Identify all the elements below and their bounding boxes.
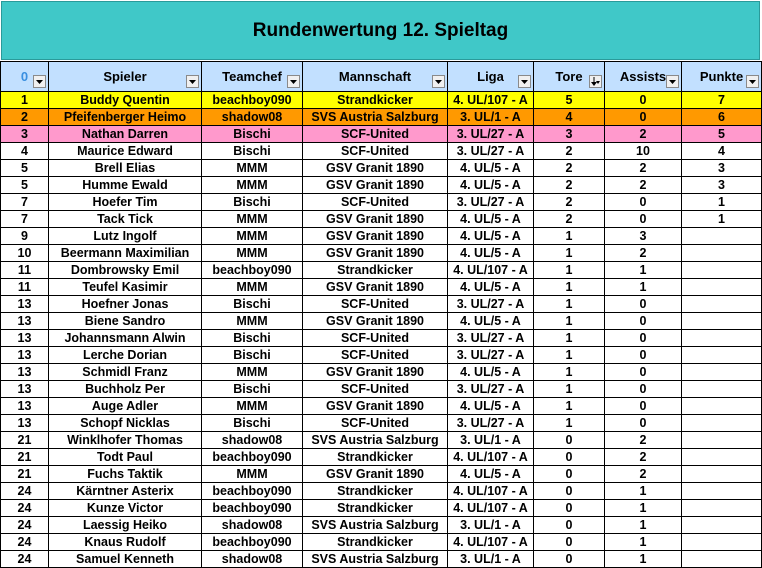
cell-league[interactable]: 3. UL/27 - A bbox=[448, 296, 534, 313]
cell-league[interactable]: 3. UL/27 - A bbox=[448, 381, 534, 398]
cell-team[interactable]: GSV Granit 1890 bbox=[303, 228, 448, 245]
cell-assists[interactable]: 0 bbox=[605, 415, 682, 432]
cell-goals[interactable]: 1 bbox=[534, 381, 605, 398]
cell-points[interactable]: 3 bbox=[682, 160, 762, 177]
cell-player[interactable]: Brell Elias bbox=[49, 160, 202, 177]
header-league bbox=[448, 62, 534, 92]
cell-teamchef[interactable]: Bischi bbox=[202, 347, 303, 364]
cell-league[interactable]: 3. UL/27 - A bbox=[448, 330, 534, 347]
cell-player[interactable]: Kärntner Asterix bbox=[49, 483, 202, 500]
cell-points[interactable] bbox=[682, 449, 762, 466]
header-player bbox=[49, 62, 202, 92]
cell-league[interactable]: 3. UL/1 - A bbox=[448, 517, 534, 534]
cell-teamchef[interactable]: shadow08 bbox=[202, 551, 303, 568]
cell-goals[interactable]: 1 bbox=[534, 415, 605, 432]
header-assists bbox=[605, 62, 682, 92]
cell-rank[interactable]: 10 bbox=[1, 245, 49, 262]
table-row bbox=[1, 483, 762, 500]
table-row bbox=[1, 517, 762, 534]
cell-points[interactable]: 1 bbox=[682, 194, 762, 211]
cell-points[interactable] bbox=[682, 228, 762, 245]
cell-goals[interactable]: 0 bbox=[534, 517, 605, 534]
cell-league[interactable]: 4. UL/107 - A bbox=[448, 534, 534, 551]
header-row bbox=[1, 62, 762, 92]
table-body bbox=[1, 92, 762, 568]
header-goals bbox=[534, 62, 605, 92]
table-row bbox=[1, 347, 762, 364]
cell-points[interactable]: 1 bbox=[682, 211, 762, 228]
cell-teamchef[interactable]: Bischi bbox=[202, 415, 303, 432]
cell-goals[interactable]: 0 bbox=[534, 449, 605, 466]
table-row bbox=[1, 279, 762, 296]
cell-rank[interactable]: 21 bbox=[1, 432, 49, 449]
cell-player[interactable]: Humme Ewald bbox=[49, 177, 202, 194]
cell-team[interactable]: SVS Austria Salzburg bbox=[303, 109, 448, 126]
cell-points[interactable] bbox=[682, 466, 762, 483]
cell-points[interactable] bbox=[682, 330, 762, 347]
cell-team[interactable]: GSV Granit 1890 bbox=[303, 177, 448, 194]
cell-league[interactable]: 3. UL/27 - A bbox=[448, 415, 534, 432]
table-row bbox=[1, 551, 762, 568]
cell-goals[interactable]: 0 bbox=[534, 466, 605, 483]
sort-descending-icon bbox=[591, 77, 600, 86]
dropdown-arrow-icon bbox=[290, 80, 297, 84]
cell-player[interactable]: Dombrowsky Emil bbox=[49, 262, 202, 279]
header-league-label: Liga bbox=[477, 69, 504, 84]
cell-assists[interactable]: 0 bbox=[605, 313, 682, 330]
dropdown-arrow-icon bbox=[669, 80, 676, 84]
cell-player[interactable]: Buddy Quentin bbox=[49, 92, 202, 109]
cell-player[interactable]: Knaus Rudolf bbox=[49, 534, 202, 551]
cell-points[interactable] bbox=[682, 534, 762, 551]
cell-assists[interactable]: 1 bbox=[605, 551, 682, 568]
cell-teamchef[interactable]: beachboy090 bbox=[202, 534, 303, 551]
standings-table bbox=[0, 61, 762, 568]
cell-goals[interactable]: 2 bbox=[534, 160, 605, 177]
cell-assists[interactable]: 2 bbox=[605, 245, 682, 262]
cell-assists[interactable]: 0 bbox=[605, 296, 682, 313]
table-row bbox=[1, 109, 762, 126]
table-row bbox=[1, 466, 762, 483]
cell-team[interactable]: Strandkicker bbox=[303, 449, 448, 466]
dropdown-arrow-icon bbox=[435, 80, 442, 84]
cell-teamchef[interactable]: MMM bbox=[202, 398, 303, 415]
cell-team[interactable]: SCF-United bbox=[303, 126, 448, 143]
cell-rank[interactable]: 13 bbox=[1, 364, 49, 381]
cell-rank[interactable]: 7 bbox=[1, 194, 49, 211]
table-row bbox=[1, 364, 762, 381]
cell-teamchef[interactable]: MMM bbox=[202, 245, 303, 262]
header-rank bbox=[1, 62, 49, 92]
table-row bbox=[1, 415, 762, 432]
cell-league[interactable]: 4. UL/5 - A bbox=[448, 228, 534, 245]
cell-team[interactable]: SCF-United bbox=[303, 143, 448, 160]
cell-points[interactable] bbox=[682, 381, 762, 398]
header-points bbox=[682, 62, 762, 92]
cell-goals[interactable]: 0 bbox=[534, 483, 605, 500]
cell-league[interactable]: 3. UL/27 - A bbox=[448, 143, 534, 160]
cell-team[interactable]: GSV Granit 1890 bbox=[303, 245, 448, 262]
cell-team[interactable]: SCF-United bbox=[303, 296, 448, 313]
cell-points[interactable]: 6 bbox=[682, 109, 762, 126]
cell-assists[interactable]: 1 bbox=[605, 262, 682, 279]
header-player-label: Spieler bbox=[103, 69, 147, 84]
cell-goals[interactable]: 0 bbox=[534, 432, 605, 449]
filter-dropdown-points[interactable] bbox=[746, 75, 759, 88]
cell-league[interactable]: 4. UL/107 - A bbox=[448, 92, 534, 109]
cell-league[interactable]: 4. UL/107 - A bbox=[448, 500, 534, 517]
cell-points[interactable] bbox=[682, 483, 762, 500]
dropdown-arrow-icon bbox=[749, 80, 756, 84]
cell-league[interactable]: 4. UL/5 - A bbox=[448, 466, 534, 483]
table-row bbox=[1, 381, 762, 398]
cell-team[interactable]: GSV Granit 1890 bbox=[303, 398, 448, 415]
table-row bbox=[1, 296, 762, 313]
cell-teamchef[interactable]: beachboy090 bbox=[202, 262, 303, 279]
cell-rank[interactable]: 13 bbox=[1, 347, 49, 364]
cell-assists[interactable]: 0 bbox=[605, 330, 682, 347]
cell-team[interactable]: SCF-United bbox=[303, 381, 448, 398]
cell-player[interactable]: Laessig Heiko bbox=[49, 517, 202, 534]
cell-team[interactable]: Strandkicker bbox=[303, 92, 448, 109]
cell-points[interactable] bbox=[682, 364, 762, 381]
cell-player[interactable]: Schmidl Franz bbox=[49, 364, 202, 381]
cell-teamchef[interactable]: Bischi bbox=[202, 143, 303, 160]
cell-team[interactable]: SVS Austria Salzburg bbox=[303, 551, 448, 568]
cell-rank[interactable]: 13 bbox=[1, 398, 49, 415]
cell-league[interactable]: 4. UL/107 - A bbox=[448, 449, 534, 466]
cell-teamchef[interactable]: MMM bbox=[202, 279, 303, 296]
cell-goals[interactable]: 0 bbox=[534, 534, 605, 551]
table-row bbox=[1, 92, 762, 109]
cell-rank[interactable]: 13 bbox=[1, 415, 49, 432]
cell-team[interactable]: SCF-United bbox=[303, 415, 448, 432]
cell-goals[interactable]: 2 bbox=[534, 194, 605, 211]
cell-goals[interactable]: 1 bbox=[534, 313, 605, 330]
cell-teamchef[interactable]: MMM bbox=[202, 211, 303, 228]
table-row bbox=[1, 177, 762, 194]
table-row bbox=[1, 398, 762, 415]
cell-points[interactable] bbox=[682, 262, 762, 279]
cell-rank[interactable]: 21 bbox=[1, 449, 49, 466]
title-banner bbox=[1, 1, 760, 60]
cell-assists[interactable]: 0 bbox=[605, 109, 682, 126]
cell-league[interactable]: 4. UL/5 - A bbox=[448, 245, 534, 262]
header-team bbox=[303, 62, 448, 92]
cell-goals[interactable]: 3 bbox=[534, 126, 605, 143]
cell-points[interactable] bbox=[682, 517, 762, 534]
cell-assists[interactable]: 2 bbox=[605, 432, 682, 449]
cell-teamchef[interactable]: MMM bbox=[202, 177, 303, 194]
cell-teamchef[interactable]: MMM bbox=[202, 313, 303, 330]
cell-player[interactable]: Winklhofer Thomas bbox=[49, 432, 202, 449]
cell-points[interactable] bbox=[682, 551, 762, 568]
cell-league[interactable]: 3. UL/27 - A bbox=[448, 347, 534, 364]
cell-rank[interactable]: 2 bbox=[1, 109, 49, 126]
cell-player[interactable]: Biene Sandro bbox=[49, 313, 202, 330]
cell-teamchef[interactable]: MMM bbox=[202, 160, 303, 177]
cell-player[interactable]: Buchholz Per bbox=[49, 381, 202, 398]
cell-points[interactable] bbox=[682, 500, 762, 517]
cell-points[interactable] bbox=[682, 296, 762, 313]
sort-dropdown-goals[interactable] bbox=[589, 75, 602, 88]
cell-league[interactable]: 4. UL/5 - A bbox=[448, 160, 534, 177]
cell-goals[interactable]: 1 bbox=[534, 245, 605, 262]
cell-teamchef[interactable]: Bischi bbox=[202, 330, 303, 347]
filter-dropdown-rank[interactable] bbox=[33, 75, 46, 88]
cell-goals[interactable]: 1 bbox=[534, 398, 605, 415]
cell-points[interactable]: 7 bbox=[682, 92, 762, 109]
cell-player[interactable]: Kunze Victor bbox=[49, 500, 202, 517]
cell-league[interactable]: 4. UL/5 - A bbox=[448, 177, 534, 194]
cell-goals[interactable]: 0 bbox=[534, 500, 605, 517]
cell-teamchef[interactable]: beachboy090 bbox=[202, 500, 303, 517]
cell-league[interactable]: 4. UL/5 - A bbox=[448, 279, 534, 296]
cell-goals[interactable]: 1 bbox=[534, 330, 605, 347]
cell-goals[interactable]: 2 bbox=[534, 211, 605, 228]
filter-dropdown-teamchef[interactable] bbox=[287, 75, 300, 88]
dropdown-arrow-icon bbox=[36, 80, 43, 84]
cell-assists[interactable]: 1 bbox=[605, 279, 682, 296]
header-points-label: Punkte bbox=[699, 69, 744, 84]
cell-teamchef[interactable]: shadow08 bbox=[202, 432, 303, 449]
cell-assists[interactable]: 3 bbox=[605, 228, 682, 245]
cell-assists[interactable]: 2 bbox=[605, 466, 682, 483]
page-title: Rundenwertung 12. Spieltag bbox=[252, 19, 509, 41]
cell-goals[interactable]: 1 bbox=[534, 228, 605, 245]
cell-points[interactable] bbox=[682, 415, 762, 432]
cell-league[interactable]: 3. UL/1 - A bbox=[448, 551, 534, 568]
cell-points[interactable]: 4 bbox=[682, 143, 762, 160]
cell-points[interactable] bbox=[682, 245, 762, 262]
cell-rank[interactable]: 24 bbox=[1, 483, 49, 500]
cell-rank[interactable]: 11 bbox=[1, 279, 49, 296]
cell-goals[interactable]: 0 bbox=[534, 551, 605, 568]
cell-assists[interactable]: 1 bbox=[605, 517, 682, 534]
cell-player[interactable]: Maurice Edward bbox=[49, 143, 202, 160]
cell-teamchef[interactable]: MMM bbox=[202, 228, 303, 245]
filter-dropdown-player[interactable] bbox=[186, 75, 199, 88]
filter-dropdown-assists[interactable] bbox=[666, 75, 679, 88]
cell-rank[interactable]: 1 bbox=[1, 92, 49, 109]
dropdown-arrow-icon bbox=[189, 80, 196, 84]
cell-rank[interactable]: 9 bbox=[1, 228, 49, 245]
cell-assists[interactable]: 1 bbox=[605, 483, 682, 500]
header-assists-label: Assists bbox=[619, 69, 667, 84]
cell-player[interactable]: Beermann Maximilian bbox=[49, 245, 202, 262]
cell-rank[interactable]: 24 bbox=[1, 500, 49, 517]
cell-team[interactable]: GSV Granit 1890 bbox=[303, 160, 448, 177]
header-teamchef-label: Teamchef bbox=[222, 69, 282, 84]
cell-assists[interactable]: 1 bbox=[605, 500, 682, 517]
cell-team[interactable]: SVS Austria Salzburg bbox=[303, 517, 448, 534]
cell-points[interactable] bbox=[682, 313, 762, 330]
cell-league[interactable]: 3. UL/1 - A bbox=[448, 109, 534, 126]
cell-assists[interactable]: 2 bbox=[605, 160, 682, 177]
filter-dropdown-team[interactable] bbox=[432, 75, 445, 88]
cell-player[interactable]: Auge Adler bbox=[49, 398, 202, 415]
table-row bbox=[1, 330, 762, 347]
cell-rank[interactable]: 11 bbox=[1, 262, 49, 279]
table-row bbox=[1, 228, 762, 245]
cell-rank[interactable]: 13 bbox=[1, 313, 49, 330]
cell-goals[interactable]: 5 bbox=[534, 92, 605, 109]
cell-rank[interactable]: 21 bbox=[1, 466, 49, 483]
cell-goals[interactable]: 1 bbox=[534, 296, 605, 313]
cell-team[interactable]: Strandkicker bbox=[303, 262, 448, 279]
cell-assists[interactable]: 0 bbox=[605, 92, 682, 109]
table-row bbox=[1, 262, 762, 279]
cell-team[interactable]: Strandkicker bbox=[303, 534, 448, 551]
cell-player[interactable]: Schopf Nicklas bbox=[49, 415, 202, 432]
cell-player[interactable]: Tack Tick bbox=[49, 211, 202, 228]
cell-player[interactable]: Todt Paul bbox=[49, 449, 202, 466]
cell-assists[interactable]: 0 bbox=[605, 381, 682, 398]
cell-teamchef[interactable]: Bischi bbox=[202, 126, 303, 143]
table-row bbox=[1, 313, 762, 330]
cell-league[interactable]: 4. UL/5 - A bbox=[448, 313, 534, 330]
cell-assists[interactable]: 2 bbox=[605, 126, 682, 143]
cell-teamchef[interactable]: MMM bbox=[202, 466, 303, 483]
cell-rank[interactable]: 13 bbox=[1, 330, 49, 347]
cell-assists[interactable]: 0 bbox=[605, 347, 682, 364]
table-row bbox=[1, 534, 762, 551]
header-team-label: Mannschaft bbox=[338, 69, 412, 84]
cell-team[interactable]: SCF-United bbox=[303, 194, 448, 211]
cell-assists[interactable]: 0 bbox=[605, 211, 682, 228]
cell-points[interactable] bbox=[682, 398, 762, 415]
cell-goals[interactable]: 1 bbox=[534, 364, 605, 381]
cell-assists[interactable]: 0 bbox=[605, 398, 682, 415]
cell-player[interactable]: Samuel Kenneth bbox=[49, 551, 202, 568]
cell-teamchef[interactable]: MMM bbox=[202, 364, 303, 381]
cell-team[interactable]: GSV Granit 1890 bbox=[303, 211, 448, 228]
cell-teamchef[interactable]: beachboy090 bbox=[202, 483, 303, 500]
cell-player[interactable]: Lerche Dorian bbox=[49, 347, 202, 364]
cell-rank[interactable]: 4 bbox=[1, 143, 49, 160]
cell-player[interactable]: Hoefer Tim bbox=[49, 194, 202, 211]
filter-dropdown-league[interactable] bbox=[518, 75, 531, 88]
cell-rank[interactable]: 13 bbox=[1, 296, 49, 313]
cell-teamchef[interactable]: beachboy090 bbox=[202, 92, 303, 109]
cell-goals[interactable]: 1 bbox=[534, 347, 605, 364]
table-row bbox=[1, 432, 762, 449]
cell-league[interactable]: 3. UL/27 - A bbox=[448, 126, 534, 143]
table-row bbox=[1, 245, 762, 262]
table-row bbox=[1, 500, 762, 517]
cell-player[interactable]: Johannsmann Alwin bbox=[49, 330, 202, 347]
header-goals-label: Tore bbox=[555, 69, 583, 84]
table-row bbox=[1, 211, 762, 228]
cell-teamchef[interactable]: Bischi bbox=[202, 381, 303, 398]
cell-points[interactable] bbox=[682, 279, 762, 296]
cell-assists[interactable]: 0 bbox=[605, 194, 682, 211]
cell-league[interactable]: 4. UL/107 - A bbox=[448, 483, 534, 500]
cell-teamchef[interactable]: shadow08 bbox=[202, 517, 303, 534]
cell-assists[interactable]: 10 bbox=[605, 143, 682, 160]
cell-teamchef[interactable]: beachboy090 bbox=[202, 449, 303, 466]
cell-player[interactable]: Fuchs Taktik bbox=[49, 466, 202, 483]
cell-team[interactable]: GSV Granit 1890 bbox=[303, 364, 448, 381]
cell-assists[interactable]: 1 bbox=[605, 534, 682, 551]
cell-team[interactable]: Strandkicker bbox=[303, 500, 448, 517]
cell-rank[interactable]: 5 bbox=[1, 177, 49, 194]
cell-rank[interactable]: 3 bbox=[1, 126, 49, 143]
cell-league[interactable]: 4. UL/107 - A bbox=[448, 262, 534, 279]
cell-rank[interactable]: 24 bbox=[1, 551, 49, 568]
cell-rank[interactable]: 5 bbox=[1, 160, 49, 177]
cell-points[interactable]: 3 bbox=[682, 177, 762, 194]
dropdown-arrow-icon bbox=[521, 80, 528, 84]
cell-player[interactable]: Nathan Darren bbox=[49, 126, 202, 143]
header-teamchef bbox=[202, 62, 303, 92]
cell-points[interactable]: 5 bbox=[682, 126, 762, 143]
table-row bbox=[1, 143, 762, 160]
cell-team[interactable]: SVS Austria Salzburg bbox=[303, 432, 448, 449]
cell-rank[interactable]: 24 bbox=[1, 517, 49, 534]
cell-player[interactable]: Pfeifenberger Heimo bbox=[49, 109, 202, 126]
cell-assists[interactable]: 0 bbox=[605, 364, 682, 381]
cell-teamchef[interactable]: shadow08 bbox=[202, 109, 303, 126]
cell-goals[interactable]: 1 bbox=[534, 262, 605, 279]
cell-player[interactable]: Hoefner Jonas bbox=[49, 296, 202, 313]
cell-league[interactable]: 4. UL/5 - A bbox=[448, 398, 534, 415]
cell-team[interactable]: SCF-United bbox=[303, 347, 448, 364]
cell-team[interactable]: GSV Granit 1890 bbox=[303, 279, 448, 296]
cell-assists[interactable]: 2 bbox=[605, 177, 682, 194]
cell-goals[interactable]: 1 bbox=[534, 279, 605, 296]
cell-goals[interactable]: 2 bbox=[534, 177, 605, 194]
table-row bbox=[1, 194, 762, 211]
cell-player[interactable]: Lutz Ingolf bbox=[49, 228, 202, 245]
cell-team[interactable]: SCF-United bbox=[303, 330, 448, 347]
cell-league[interactable]: 4. UL/5 - A bbox=[448, 211, 534, 228]
cell-league[interactable]: 3. UL/27 - A bbox=[448, 194, 534, 211]
table-row bbox=[1, 160, 762, 177]
cell-team[interactable]: GSV Granit 1890 bbox=[303, 313, 448, 330]
cell-teamchef[interactable]: Bischi bbox=[202, 296, 303, 313]
cell-rank[interactable]: 13 bbox=[1, 381, 49, 398]
cell-rank[interactable]: 7 bbox=[1, 211, 49, 228]
table-row bbox=[1, 449, 762, 466]
cell-goals[interactable]: 2 bbox=[534, 143, 605, 160]
table-row bbox=[1, 126, 762, 143]
cell-goals[interactable]: 4 bbox=[534, 109, 605, 126]
header-rank-label: 0 bbox=[20, 69, 29, 84]
cell-team[interactable]: Strandkicker bbox=[303, 483, 448, 500]
cell-teamchef[interactable]: Bischi bbox=[202, 194, 303, 211]
cell-player[interactable]: Teufel Kasimir bbox=[49, 279, 202, 296]
cell-assists[interactable]: 2 bbox=[605, 449, 682, 466]
cell-points[interactable] bbox=[682, 347, 762, 364]
cell-team[interactable]: GSV Granit 1890 bbox=[303, 466, 448, 483]
cell-points[interactable] bbox=[682, 432, 762, 449]
cell-rank[interactable]: 24 bbox=[1, 534, 49, 551]
cell-league[interactable]: 4. UL/5 - A bbox=[448, 364, 534, 381]
cell-league[interactable]: 3. UL/1 - A bbox=[448, 432, 534, 449]
